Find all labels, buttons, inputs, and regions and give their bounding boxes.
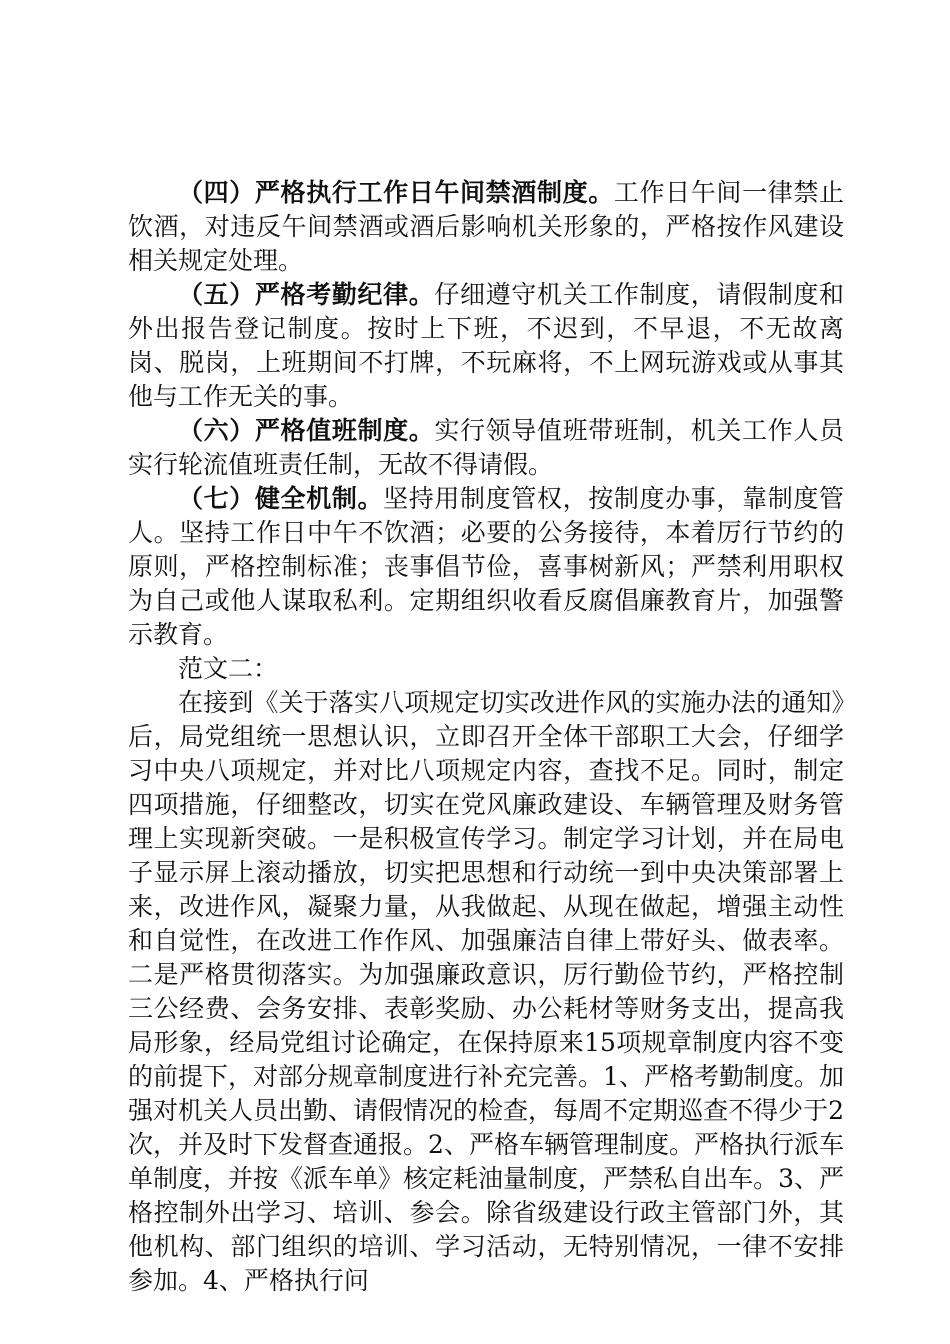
paragraph-sample-two-body xyxy=(128,686,844,1298)
paragraph-lunchtime-alcohol-ban xyxy=(128,176,844,278)
paragraph-heading: （五）严格考勤纪律。 xyxy=(178,280,435,309)
paragraph-heading: （四）严格执行工作日午间禁酒制度。 xyxy=(178,178,614,207)
paragraph-sample-two-label xyxy=(128,652,844,686)
paragraph-text: 工作日午间一律禁止饮酒，对违反午间禁酒或酒后影响机关形象的，严格按作风建设相关规定处理。 xyxy=(128,178,844,275)
paragraph-text: 仔细遵守机关工作制度，请假制度和外出报告登记制度。按时上下班，不迟到，不早退，不无故离岗、脱岗，上班期间不打牌，不玩麻将，不上网玩游戏或从事其他与工作无关的事。 xyxy=(128,280,844,411)
paragraph-text: 范文二： xyxy=(178,654,279,683)
document-body xyxy=(128,176,844,1298)
paragraph-attendance-discipline xyxy=(128,278,844,414)
paragraph-mechanism xyxy=(128,482,844,652)
paragraph-heading: （七）健全机制。 xyxy=(178,484,384,513)
paragraph-heading: （六）严格值班制度。 xyxy=(178,416,435,445)
paragraph-text: 在接到《关于落实八项规定切实改进作风的实施办法的通知》后，局党组统一思想认识，立即召开全体干部职工大会，仔细学习中央八项规定，并对比八项规定内容，查找不足。同时，制定四项措施，仔细整改，切实在党风廉政建设、车辆管理及财务管理上实现新突破。一是积极宣传学习。制定学习计划，并在局电子显示屏上滚动播放，切实把思想和行动统一到中央决策部署上来，改进作风，凝聚力量，从我做起、从现在做起，增强主动性和自觉性，在改进工作作风、加强廉洁自律上带好头、做表率。二是严格贯彻落实。为加强廉政意识，厉行勤俭节约，严格控制三公经费、会务安排、表彰奖励、办公耗材等财务支出，提高我局形象，经局党组讨论确定，在保持原来15项规章制度内容不变的前提下，对部分规章制度进行补充完善。1、严格考勤制度。加强对机关人员出勤、请假情况的检查，每周不定期巡查不得少于2次，并及时下发督查通报。2、严格车辆管理制度。严格执行派车单制度，并按《派车单》核定耗油量制度，严禁私自出车。3、严格控制外出学习、培训、参会。除省级建设行政主管部门外，其他机构、部门组织的培训、学习活动，无特别情况，一律不安排参加。4、严格执行问 xyxy=(128,688,844,1295)
paragraph-duty-system xyxy=(128,414,844,482)
paragraph-text: 实行领导值班带班制，机关工作人员实行轮流值班责任制，无故不得请假。 xyxy=(128,416,844,479)
paragraph-text: 坚持用制度管权，按制度办事，靠制度管人。坚持工作日中午不饮酒；必要的公务接待，本着厉行节约的原则，严格控制标准；丧事倡节俭，喜事树新风；严禁利用职权为自己或他人谋取私利。定期组织收看反腐倡廉教育片，加强警示教育。 xyxy=(128,484,844,649)
